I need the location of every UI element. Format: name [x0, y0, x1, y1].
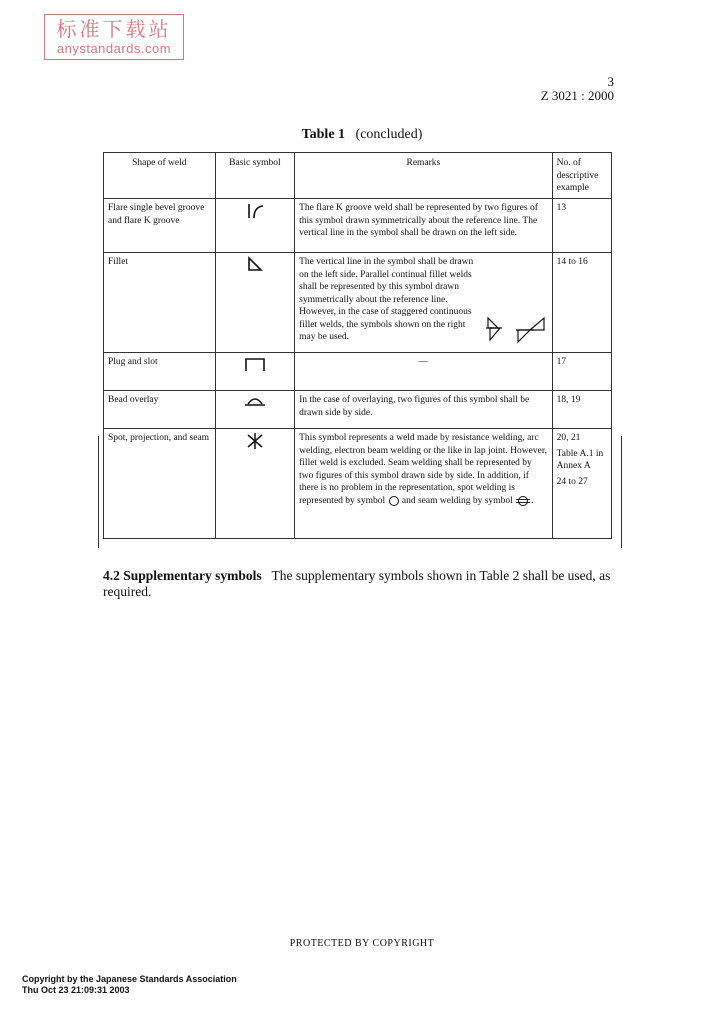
- example-cell: 17: [552, 353, 611, 391]
- symbol-cell: [215, 199, 294, 253]
- staggered-fillet-symbols-icon: [484, 316, 548, 344]
- header-shape-of-weld: Shape of weld: [104, 153, 216, 199]
- seam-remarks-text: and seam welding by symbol: [401, 495, 513, 506]
- stamp-chinese-text: 标准下载站: [56, 17, 172, 41]
- section-4-2: [103, 568, 615, 600]
- shape-cell: Spot, projection, and seam: [104, 429, 216, 539]
- example-line: Table A.1 in Annex A: [556, 448, 604, 471]
- margin-rule-right: [621, 436, 622, 548]
- symbol-cell: [215, 391, 294, 429]
- fillet-remarks-block: [299, 256, 548, 344]
- footer-timestamp: Thu Oct 23 21:09:31 2003: [22, 985, 130, 995]
- copyright-notice: PROTECTED BY COPYRIGHT: [289, 938, 435, 949]
- table-caption-label: Table 1: [301, 127, 346, 142]
- page-footer: [22, 974, 237, 996]
- plug-slot-symbol-icon: [243, 356, 267, 372]
- example-line: 24 to 27: [556, 476, 588, 487]
- document-id: Z 3021 : 2000: [540, 88, 614, 103]
- weld-symbol-table: [103, 152, 612, 539]
- shape-cell: Flare single bevel groove and flare K groove: [104, 199, 216, 253]
- table-row: [104, 199, 612, 253]
- fillet-symbol-icon: [246, 256, 264, 272]
- shape-cell: Plug and slot: [104, 353, 216, 391]
- table-row: [104, 353, 612, 391]
- header-basic-symbol: Basic symbol: [215, 153, 294, 199]
- example-line: 20, 21: [556, 433, 581, 443]
- stamp-site-text: anystandards.com: [56, 41, 172, 56]
- margin-rule-left: [98, 436, 99, 548]
- header-example-number: No. of descriptive example: [552, 153, 611, 199]
- remarks-cell: [295, 429, 553, 539]
- table-row: [104, 253, 612, 353]
- page-number: 3: [607, 74, 614, 89]
- header-remarks: Remarks: [295, 153, 553, 199]
- fillet-remarks-text: The vertical line in the symbol shall be drawn on the left side. Parallel continual fillet welds shall be represented by this symbol drawn symmetrically about the reference line. However, in the case of staggered continuous fillet welds, the symbols shown on the right may be used.: [299, 257, 474, 342]
- table-row: [104, 391, 612, 429]
- remarks-cell: —: [295, 353, 553, 391]
- shape-cell: Bead overlay: [104, 391, 216, 429]
- example-cell: 13: [552, 199, 611, 253]
- table-caption-suffix: (concluded): [355, 127, 423, 142]
- remarks-cell: In the case of overlaying, two figures of this symbol shall be drawn side by side.: [295, 391, 553, 429]
- flare-bevel-symbol-icon: [244, 202, 266, 220]
- remarks-cell: [295, 253, 553, 353]
- table-caption: [0, 127, 724, 143]
- example-cell: 14 to 16: [552, 253, 611, 353]
- table-row: [104, 429, 612, 539]
- shape-cell: Fillet: [104, 253, 216, 353]
- spot-seam-symbol-icon: [246, 432, 264, 450]
- symbol-cell: [215, 353, 294, 391]
- table-header-row: [104, 153, 612, 199]
- example-cell: 18, 19: [552, 391, 611, 429]
- symbol-cell: [215, 429, 294, 539]
- seam-weld-circle-icon: [515, 495, 534, 507]
- remarks-period: .: [531, 495, 534, 506]
- bead-overlay-symbol-icon: [243, 394, 267, 408]
- remarks-cell: The flare K groove weld shall be represented by two figures of this symbol drawn symmetrically about the reference line. The vertical line in the symbol shall be drawn on the left side.: [295, 199, 553, 253]
- section-body: The supplementary symbols shown in Table 2 shall be used, as required.: [103, 568, 611, 599]
- watermark-stamp: [44, 14, 184, 60]
- symbol-cell: [215, 253, 294, 353]
- spot-remarks-text: This symbol represents a weld made by resistance welding, arc welding, electron beam welding or the like in lap joint. However, fillet weld is excluded. Seam welding shall be represented by two figures of this symbol drawn side by side. In addition, if there is no problem in the representation, spot welding is represented by symbol: [299, 433, 547, 506]
- footer-copyright-line: Copyright by the Japanese Standards Association: [22, 974, 237, 984]
- spot-weld-circle-icon: [388, 495, 400, 507]
- section-heading: 4.2 Supplementary symbols: [103, 568, 262, 583]
- example-cell: [552, 429, 611, 539]
